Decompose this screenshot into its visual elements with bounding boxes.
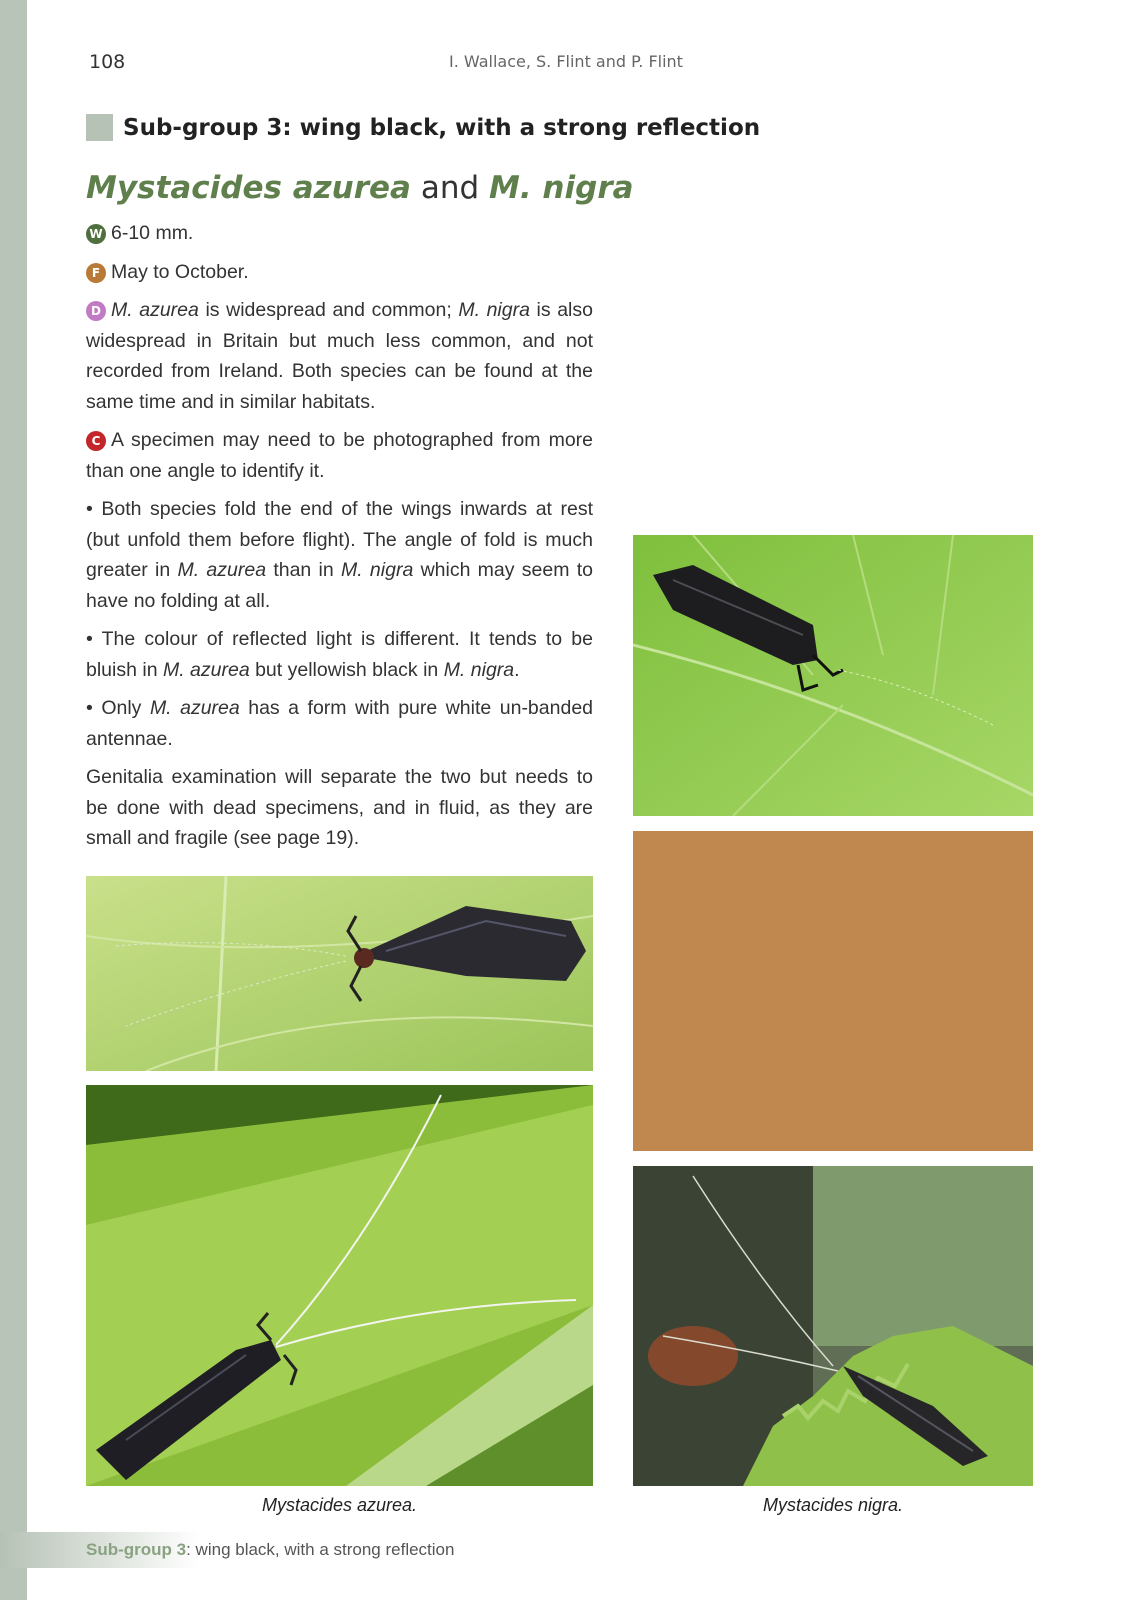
species-title-connector: and xyxy=(410,170,490,206)
bullet3-text1: • Only xyxy=(86,697,150,719)
flight-period-paragraph xyxy=(86,257,593,288)
distribution-text1: is widespread and common; xyxy=(198,299,459,321)
distribution-paragraph xyxy=(86,295,593,417)
distribution-badge-icon: D xyxy=(86,301,106,321)
species-title-name1: Mystacides azurea xyxy=(86,170,411,206)
size-paragraph xyxy=(86,218,593,249)
subgroup-heading-text: Sub-group 3: wing black, with a strong reflection xyxy=(123,114,761,141)
photo-azurea-leaf-top xyxy=(86,876,593,1071)
caption-nigra: Mystacides nigra. xyxy=(762,1495,904,1515)
bullet2-text1: • The colour of reflected light is different. It tends to be bluish in xyxy=(86,628,593,681)
genitalia-paragraph: Genitalia examination will separate the two but needs to be done with dead specimens, and in fluid, as they are small and fragile (see page 19). xyxy=(86,766,593,849)
photo-nigra-leaf xyxy=(633,535,1033,816)
running-head-authors: I. Wallace, S. Flint and P. Flint xyxy=(449,52,683,71)
bullet3-species1: M. azurea xyxy=(149,697,240,719)
left-page-band xyxy=(0,0,27,1600)
bullet2-text2: but yellowish black in xyxy=(249,658,444,681)
bullet1-text1: • Both species fold the end of the wings inwards at rest (but unfold them before flight). The angle of fold is much greater in xyxy=(86,498,593,581)
page-number: 108 xyxy=(89,51,126,73)
photo-nigra-nettle xyxy=(633,1166,1033,1486)
distribution-text2: is also widespread in Britain but much less common, and not recorded from Ireland. Both species can be found at the same time and in similar habitats. xyxy=(86,299,593,413)
footer-rest: : wing black, with a strong reflection xyxy=(186,1540,455,1559)
flight-period-text: May to October. xyxy=(111,260,249,283)
flight-badge-icon: F xyxy=(86,263,106,283)
footer-running-foot xyxy=(86,1540,454,1560)
bullet2-species2: M. nigra xyxy=(443,658,515,681)
wingspan-badge-icon: W xyxy=(86,224,106,244)
bullet3-text2: has a form with pure white un-banded antennae. xyxy=(86,697,594,750)
footer-key: Sub-group 3 xyxy=(86,1540,187,1559)
tan-placeholder-panel xyxy=(633,831,1033,1151)
bullet1-species1: M. azurea xyxy=(177,559,267,581)
running-head xyxy=(89,50,1034,74)
confusion-badge-icon: C xyxy=(86,431,106,451)
bullet1-species2: M. nigra xyxy=(341,559,414,581)
heading-square-marker xyxy=(86,114,113,141)
bullet1-text3: which may seem to have no folding at all. xyxy=(86,559,593,612)
bullet2-species1: M. azurea xyxy=(162,658,250,681)
bullet-antennae-paragraph xyxy=(86,693,593,754)
species-title-name2: M. nigra xyxy=(489,170,634,206)
caption-azurea: Mystacides azurea. xyxy=(261,1495,418,1515)
distribution-species1: M. azurea xyxy=(111,299,199,321)
bullet-fold-paragraph xyxy=(86,494,593,616)
species-text-column xyxy=(86,218,593,862)
confusion-text: A specimen may need to be photographed from more than one angle to identify it. xyxy=(86,429,593,482)
confusion-paragraph xyxy=(86,425,593,486)
bullet-colour-paragraph xyxy=(86,624,593,685)
bullet1-text2: than in xyxy=(266,559,341,581)
subgroup-heading xyxy=(86,114,760,141)
size-text: 6-10 mm. xyxy=(111,222,194,244)
bullet2-text3: . xyxy=(514,658,520,681)
species-title xyxy=(86,170,634,206)
distribution-species2: M. nigra xyxy=(458,299,530,321)
photo-azurea-grass xyxy=(86,1085,593,1486)
